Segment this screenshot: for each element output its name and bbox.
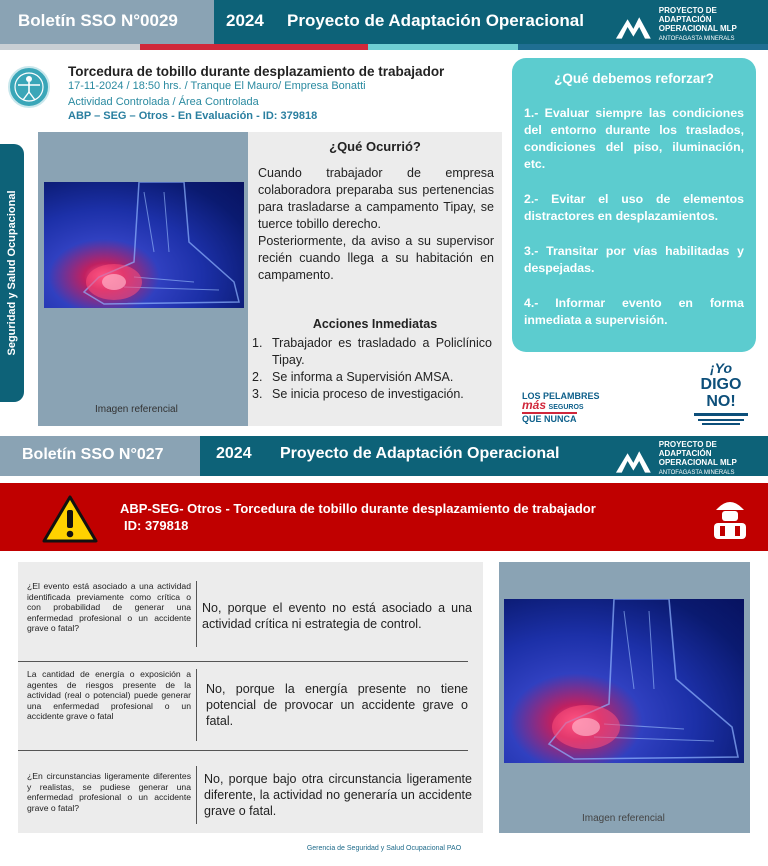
reinforce-item: 1.- Evaluar siempre las condiciones del entorno durante los traslados, condiciones del piso, iluminación, etc. <box>524 106 744 171</box>
qa-answer: No, porque bajo otra circunstancia ligeramente diferente, la actividad no generaría un accidente grave o fatal. <box>204 772 472 818</box>
stripe-teal <box>368 44 518 50</box>
ppe-worker-icon <box>710 496 750 540</box>
logo-line-1: PROYECTO DE ADAPTACIÓN <box>658 6 717 24</box>
what-happened-text <box>258 165 494 284</box>
event-code: ABP – SEG – Otros - En Evaluación - ID: 379818 <box>68 110 318 122</box>
divider <box>18 750 468 751</box>
logo-line-2: OPERACIONAL MLP <box>658 24 737 33</box>
reinforce-item: 3.- Transitar por vías habilitadas y despejadas. <box>524 244 744 275</box>
what-happened-paragraph-2: Posteriormente, da aviso a su supervisor recién cuando llega a su habitación en campamento. <box>258 234 494 282</box>
bulletin-number-2: Boletín SSO N°027 <box>22 446 164 463</box>
pelambres-campaign-logo: LOS PELAMBRES más SEGUROS QUE NUNCA <box>522 391 600 424</box>
top-header-bar <box>214 0 768 44</box>
reference-image-panel-top <box>38 132 248 426</box>
company-logo <box>614 6 768 44</box>
second-header-bar <box>200 436 768 476</box>
event-title: Torcedura de tobillo durante desplazamiento de trabajador <box>68 64 445 79</box>
divider <box>18 661 468 662</box>
divider <box>196 669 197 741</box>
qa-answer: No, porque la energía presente no tiene potencial de provocar un accidente grave o fatal. <box>206 682 468 728</box>
warning-icon <box>42 494 98 549</box>
header-year-2: 2024 <box>216 445 252 462</box>
header-title: Proyecto de Adaptación Operacional <box>287 11 584 30</box>
header-title-2: Proyecto de Adaptación Operacional <box>280 445 560 462</box>
stripe-gray <box>0 44 140 50</box>
action-item: 1. Trabajador es trasladado a Policlínico Tipay. <box>252 336 492 367</box>
divider <box>196 766 197 824</box>
image-caption-bottom: Imagen referencial <box>582 813 665 824</box>
stripe-blue <box>518 44 768 50</box>
what-happened-paragraph-1: Cuando trabajador de empresa colaboradora preparaba sus pertenencias para trasladarse a campamento Tipay, se tuerce tobillo derecho. <box>258 166 494 231</box>
ankle-image <box>504 599 744 763</box>
reference-image-panel-bottom <box>499 562 750 833</box>
bulletin-number: Boletín SSO N°0029 <box>18 11 178 30</box>
qa-question: La cantidad de energía o exposición a agentes de riesgos presente de la actividad (real o potencial) puede generar una enfermedad profesional o un accidente grave o fatal <box>27 669 191 721</box>
reinforce-item: 2.- Evitar el uso de elementos distractores en desplazamientos. <box>524 192 744 223</box>
qa-question: ¿El evento está asociado a una actividad identificada previamente como crítica o con probabilidad de generar una enfermedad profesional o un accidente grave o fatal? <box>27 581 191 633</box>
qa-question: ¿En circunstancias ligeramente diferentes y realistas, se pudiese generar una enfermedad profesional o un accidente grave o fatal? <box>27 771 191 813</box>
digo-no-campaign-logo: ¡Yo DIGO NO! <box>690 360 752 425</box>
ankle-image <box>44 182 244 308</box>
logo-line-3: ANTOFAGASTA MINERALS <box>658 36 735 42</box>
immediate-actions-list <box>252 335 492 403</box>
alert-banner-title: ABP-SEG- Otros - Torcedura de tobillo durante desplazamiento de trabajador ID: 379818 <box>120 501 596 533</box>
reinforce-item: 4.- Informar evento en forma inmediata a supervisión. <box>524 296 744 327</box>
image-caption-top: Imagen referencial <box>95 404 178 415</box>
company-logo-2 <box>614 440 768 478</box>
side-tab <box>0 144 24 402</box>
qa-answer: No, porque el evento no está asociado a una actividad crítica ni estrategia de control. <box>202 601 472 631</box>
reinforce-title: ¿Qué debemos reforzar? <box>554 71 714 86</box>
logo-line-2: OPERACIONAL MLP <box>658 458 737 467</box>
action-item: 2. Se informa a Supervisión AMSA. <box>252 370 454 384</box>
second-header-bulletin <box>0 436 200 476</box>
vitruvian-icon <box>8 66 50 108</box>
top-header-bulletin <box>0 0 214 44</box>
immediate-actions-title: Acciones Inmediatas <box>312 317 438 331</box>
mountain-logo-icon <box>614 443 653 475</box>
footer-text: Gerencia de Seguridad y Salud Ocupacional PAO <box>306 845 462 852</box>
stripe-red <box>140 44 368 50</box>
logo-line-1: PROYECTO DE ADAPTACIÓN <box>658 440 717 458</box>
what-happened-title: ¿Qué Ocurrió? <box>329 139 421 154</box>
header-year: 2024 <box>226 11 264 30</box>
event-activity: Actividad Controlada / Área Controlada <box>68 96 259 108</box>
action-item: 3. Se inicia proceso de investigación. <box>252 387 464 401</box>
event-datetime: 17-11-2024 / 18:50 hrs. / Tranque El Mauro/ Empresa Bonatti <box>68 80 366 92</box>
side-tab-label: Seguridad y Salud Ocupacional <box>6 190 18 356</box>
mountain-logo-icon <box>614 9 653 41</box>
divider <box>196 581 197 647</box>
logo-line-3: ANTOFAGASTA MINERALS <box>658 470 735 476</box>
